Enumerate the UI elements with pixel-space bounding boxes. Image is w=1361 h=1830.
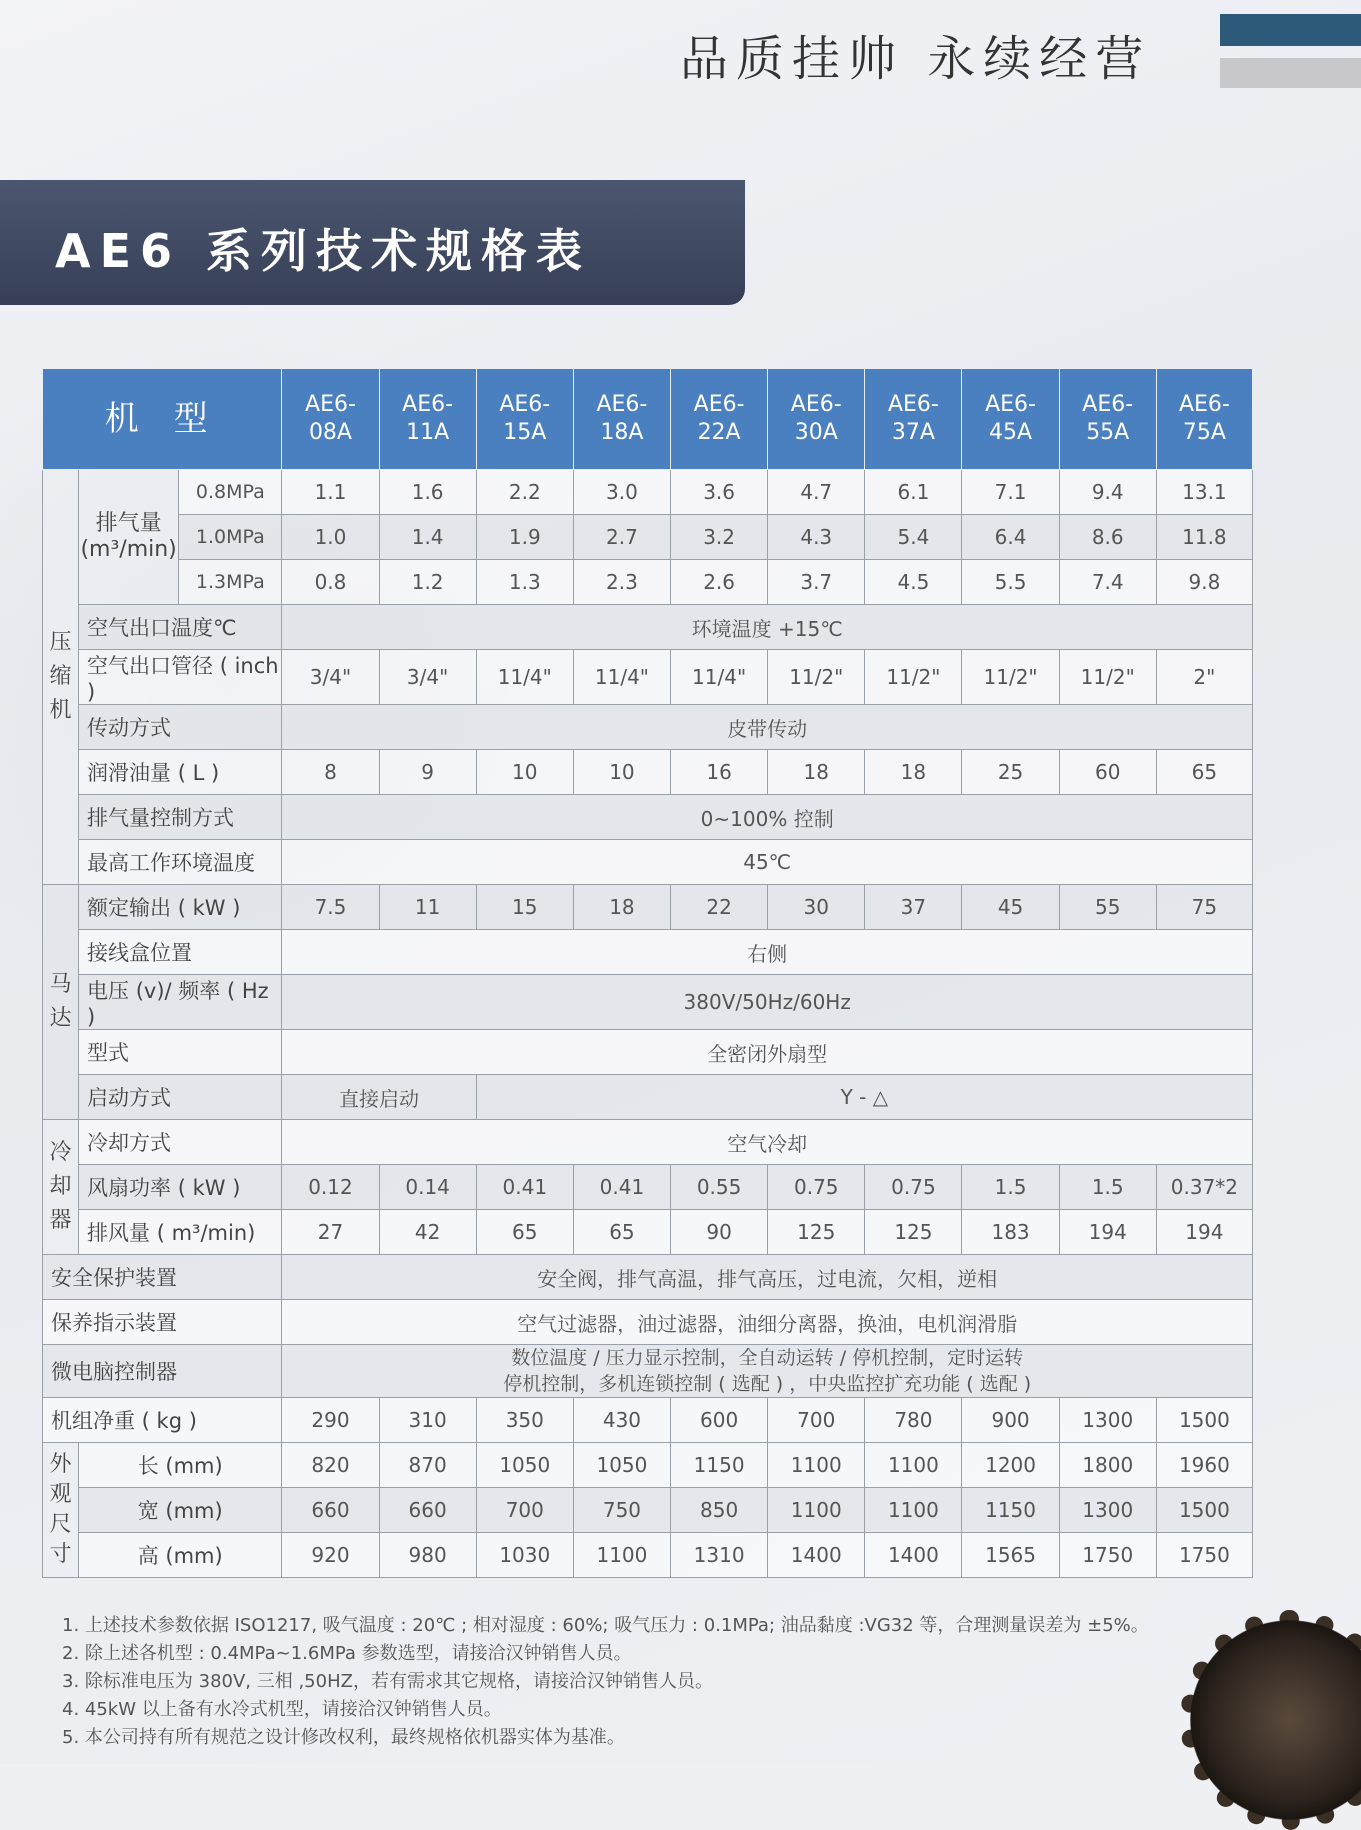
group-label-cooling: 冷 却 器 [43, 1120, 79, 1255]
controller-label: 微电脑控制器 [43, 1345, 282, 1398]
weight-value: 780 [865, 1398, 962, 1443]
maintenance-value: 空气过滤器，油过滤器，油细分离器，换油，电机润滑脂 [282, 1300, 1253, 1345]
width-value: 750 [573, 1488, 670, 1533]
height-value: 1750 [1059, 1533, 1156, 1578]
table-row [43, 1255, 1253, 1300]
fan-power-value: 1.5 [962, 1165, 1059, 1210]
displacement-value: 6.1 [865, 470, 962, 515]
outlet_pipe-value: 11/4" [476, 650, 573, 705]
length-value: 1150 [671, 1443, 768, 1488]
weight-label: 机组净重 ( kg ) [43, 1398, 282, 1443]
table-row [43, 885, 1253, 930]
width-value: 1100 [865, 1488, 962, 1533]
model-header-cell: AE6- 75A [1156, 369, 1252, 470]
width-label: 宽 (mm) [79, 1488, 282, 1533]
displacement-value: 4.5 [865, 560, 962, 605]
group-label-dimensions: 外 观 尺 寸 [43, 1443, 79, 1578]
displacement-value: 4.7 [768, 470, 865, 515]
weight-value: 1300 [1059, 1398, 1156, 1443]
displacement-label: 排气量 (m³/min) [79, 470, 179, 605]
oil-value: 16 [671, 750, 768, 795]
table-row [43, 650, 1253, 705]
outlet_pipe-value: 11/2" [962, 650, 1059, 705]
rated-output-value: 55 [1059, 885, 1156, 930]
junction-box-label: 接线盒位置 [79, 930, 282, 975]
max_temp-label: 最高工作环境温度 [79, 840, 282, 885]
outlet_pipe-value: 11/2" [865, 650, 962, 705]
length-value: 1200 [962, 1443, 1059, 1488]
pressure-label: 0.8MPa [179, 470, 282, 515]
pressure-label: 1.3MPa [179, 560, 282, 605]
width-value: 660 [282, 1488, 379, 1533]
rated-output-value: 15 [476, 885, 573, 930]
table-row [43, 1300, 1253, 1345]
displacement-value: 7.1 [962, 470, 1059, 515]
air-flow-label: 排风量 ( m³/min) [79, 1210, 282, 1255]
outlet_pipe-value: 3/4" [379, 650, 476, 705]
model-header-cell: AE6- 18A [573, 369, 670, 470]
height-value: 1310 [671, 1533, 768, 1578]
rated-output-value: 37 [865, 885, 962, 930]
fan-power-value: 0.14 [379, 1165, 476, 1210]
start-value-star-delta: Y - △ [476, 1075, 1252, 1120]
oil-value: 18 [865, 750, 962, 795]
rated-output-value: 30 [768, 885, 865, 930]
fan-power-value: 0.75 [865, 1165, 962, 1210]
table-row [43, 470, 1253, 515]
outlet_pipe-value: 11/4" [573, 650, 670, 705]
footnote-item: 4. 45kW 以上备有水冷式机型，请接洽汉钟销售人员。 [62, 1699, 502, 1720]
width-value: 1150 [962, 1488, 1059, 1533]
footnote-item: 1. 上述技术参数依据 ISO1217, 吸气温度 : 20℃ ; 相对湿度 : 60%; 吸气压力 : 0.1MPa; 油品黏度 :VG32 等，合理测量误差为 ±5%。 [62, 1615, 1149, 1636]
length-value: 870 [379, 1443, 476, 1488]
spec-table [42, 368, 1253, 1578]
displacement-value: 3.6 [671, 470, 768, 515]
table-row [43, 1030, 1253, 1075]
length-value: 1100 [768, 1443, 865, 1488]
table-row [43, 795, 1253, 840]
slogan: 品质挂帅 永续经营 [680, 31, 1152, 87]
group-label-compressor: 压 缩 机 [43, 470, 79, 885]
length-value: 1800 [1059, 1443, 1156, 1488]
model-header: 机 型 [43, 369, 282, 470]
displacement-value: 11.8 [1156, 515, 1252, 560]
displacement-value: 1.6 [379, 470, 476, 515]
weight-value: 900 [962, 1398, 1059, 1443]
table-row [43, 705, 1253, 750]
displacement-value: 2.2 [476, 470, 573, 515]
width-value: 850 [671, 1488, 768, 1533]
group-label-motor: 马 达 [43, 885, 79, 1120]
cooling-method-value: 空气冷却 [282, 1120, 1253, 1165]
outlet_pipe-value: 11/2" [1059, 650, 1156, 705]
displacement-value: 1.9 [476, 515, 573, 560]
rated-output-value: 75 [1156, 885, 1252, 930]
motor-type-label: 型式 [79, 1030, 282, 1075]
table-row [43, 975, 1253, 1030]
control-label: 排气量控制方式 [79, 795, 282, 840]
weight-value: 310 [379, 1398, 476, 1443]
height-value: 980 [379, 1533, 476, 1578]
oil-value: 18 [768, 750, 865, 795]
oil-value: 8 [282, 750, 379, 795]
table-row [43, 1345, 1253, 1398]
oil-value: 9 [379, 750, 476, 795]
table-row [43, 1165, 1253, 1210]
height-value: 1750 [1156, 1533, 1252, 1578]
length-value: 1100 [865, 1443, 962, 1488]
oil-value: 10 [573, 750, 670, 795]
weight-value: 700 [768, 1398, 865, 1443]
motor-type-value: 全密闭外扇型 [282, 1030, 1253, 1075]
rated-output-value: 18 [573, 885, 670, 930]
air-flow-value: 65 [573, 1210, 670, 1255]
start-label: 启动方式 [79, 1075, 282, 1120]
air-flow-value: 183 [962, 1210, 1059, 1255]
air-flow-value: 27 [282, 1210, 379, 1255]
height-value: 920 [282, 1533, 379, 1578]
model-header-cell: AE6- 45A [962, 369, 1059, 470]
control-value: 0~100% 控制 [282, 795, 1253, 840]
displacement-value: 3.7 [768, 560, 865, 605]
width-value: 700 [476, 1488, 573, 1533]
weight-value: 600 [671, 1398, 768, 1443]
displacement-value: 4.3 [768, 515, 865, 560]
height-value: 1565 [962, 1533, 1059, 1578]
displacement-value: 2.6 [671, 560, 768, 605]
height-value: 1400 [865, 1533, 962, 1578]
width-value: 660 [379, 1488, 476, 1533]
fan-power-value: 0.37*2 [1156, 1165, 1252, 1210]
drive-value: 皮带传动 [282, 705, 1253, 750]
outlet_temp-value: 环境温度 +15℃ [282, 605, 1253, 650]
footnote-item: 5. 本公司持有所有规范之设计修改权利，最终规格依机器实体为基准。 [62, 1727, 625, 1748]
outlet_temp-label: 空气出口温度℃ [79, 605, 282, 650]
displacement-value: 3.0 [573, 470, 670, 515]
fan-power-label: 风扇功率 ( kW ) [79, 1165, 282, 1210]
width-value: 1300 [1059, 1488, 1156, 1533]
fan-power-value: 0.55 [671, 1165, 768, 1210]
displacement-value: 1.3 [476, 560, 573, 605]
model-header-cell: AE6- 08A [282, 369, 379, 470]
table-header-row [43, 369, 1253, 470]
displacement-value: 2.3 [573, 560, 670, 605]
start-value-direct: 直接启动 [282, 1075, 476, 1120]
outlet_pipe-label: 空气出口管径 ( inch ) [79, 650, 282, 705]
air-flow-value: 42 [379, 1210, 476, 1255]
air-flow-value: 125 [768, 1210, 865, 1255]
safety-label: 安全保护装置 [43, 1255, 282, 1300]
fan-power-value: 1.5 [1059, 1165, 1156, 1210]
displacement-value: 5.4 [865, 515, 962, 560]
weight-value: 430 [573, 1398, 670, 1443]
length-value: 1050 [573, 1443, 670, 1488]
length-label: 长 (mm) [79, 1443, 282, 1488]
table-row [43, 1210, 1253, 1255]
fan-power-value: 0.12 [282, 1165, 379, 1210]
table-row [43, 930, 1253, 975]
displacement-value: 6.4 [962, 515, 1059, 560]
air-flow-value: 194 [1156, 1210, 1252, 1255]
outlet_pipe-value: 3/4" [282, 650, 379, 705]
pressure-label: 1.0MPa [179, 515, 282, 560]
table-row [43, 605, 1253, 650]
table-row [43, 840, 1253, 885]
table-row [43, 1443, 1253, 1488]
corner-accent-bar-gray [1220, 58, 1361, 88]
length-value: 1960 [1156, 1443, 1252, 1488]
fan-power-value: 0.41 [476, 1165, 573, 1210]
displacement-value: 8.6 [1059, 515, 1156, 560]
model-header-cell: AE6- 37A [865, 369, 962, 470]
voltage-value: 380V/50Hz/60Hz [282, 975, 1253, 1030]
length-value: 820 [282, 1443, 379, 1488]
table-row [43, 1488, 1253, 1533]
displacement-value: 1.4 [379, 515, 476, 560]
rated-output-value: 7.5 [282, 885, 379, 930]
rated-output-value: 22 [671, 885, 768, 930]
weight-value: 350 [476, 1398, 573, 1443]
outlet_pipe-value: 11/4" [671, 650, 768, 705]
width-value: 1100 [768, 1488, 865, 1533]
fan-power-value: 0.75 [768, 1165, 865, 1210]
oil-value: 60 [1059, 750, 1156, 795]
table-row [43, 750, 1253, 795]
width-value: 1500 [1156, 1488, 1252, 1533]
weight-value: 1500 [1156, 1398, 1252, 1443]
safety-value: 安全阀，排气高温，排气高压，过电流，欠相，逆相 [282, 1255, 1253, 1300]
displacement-value: 1.1 [282, 470, 379, 515]
model-header-cell: AE6- 15A [476, 369, 573, 470]
displacement-value: 7.4 [1059, 560, 1156, 605]
table-row [43, 515, 1253, 560]
voltage-label: 电压 (v)/ 频率 ( Hz ) [79, 975, 282, 1030]
footnote-item: 2. 除上述各机型 : 0.4MPa~1.6MPa 参数选型，请接洽汉钟销售人员。 [62, 1643, 632, 1664]
rated-output-value: 45 [962, 885, 1059, 930]
displacement-value: 5.5 [962, 560, 1059, 605]
table-row [43, 1398, 1253, 1443]
controller-line-2: 停机控制，多机连锁控制 ( 选配 ) ，中央监控扩充功能 ( 选配 ) [503, 1373, 1032, 1395]
table-row [43, 560, 1253, 605]
rated-output-value: 11 [379, 885, 476, 930]
max_temp-value: 45℃ [282, 840, 1253, 885]
weight-value: 290 [282, 1398, 379, 1443]
height-label: 高 (mm) [79, 1533, 282, 1578]
outlet_pipe-value: 2" [1156, 650, 1252, 705]
footnotes [62, 1612, 1149, 1752]
maintenance-label: 保养指示装置 [43, 1300, 282, 1345]
controller-line-1: 数位温度 / 压力显示控制，全自动运转 / 停机控制，定时运转 [511, 1347, 1024, 1369]
oil-value: 10 [476, 750, 573, 795]
drive-label: 传动方式 [79, 705, 282, 750]
page-title: AE6 系列技术规格表 [55, 224, 592, 278]
displacement-value: 1.0 [282, 515, 379, 560]
air-flow-value: 194 [1059, 1210, 1156, 1255]
outlet_pipe-value: 11/2" [768, 650, 865, 705]
controller-value [282, 1345, 1253, 1398]
air-flow-value: 65 [476, 1210, 573, 1255]
displacement-value: 1.2 [379, 560, 476, 605]
oil-value: 65 [1156, 750, 1252, 795]
cooling-method-label: 冷却方式 [79, 1120, 282, 1165]
rated-output-label: 额定输出 ( kW ) [79, 885, 282, 930]
air-flow-value: 90 [671, 1210, 768, 1255]
displacement-value: 3.2 [671, 515, 768, 560]
table-row [43, 1075, 1253, 1120]
height-value: 1400 [768, 1533, 865, 1578]
height-value: 1100 [573, 1533, 670, 1578]
oil-label: 润滑油量 ( L ) [79, 750, 282, 795]
model-header-cell: AE6- 11A [379, 369, 476, 470]
table-row [43, 1120, 1253, 1165]
model-header-cell: AE6- 22A [671, 369, 768, 470]
corner-accent-bar [1220, 14, 1361, 46]
air-flow-value: 125 [865, 1210, 962, 1255]
junction-box-value: 右侧 [282, 930, 1253, 975]
displacement-value: 9.4 [1059, 470, 1156, 515]
model-header-cell: AE6- 30A [768, 369, 865, 470]
oil-value: 25 [962, 750, 1059, 795]
displacement-value: 2.7 [573, 515, 670, 560]
displacement-value: 13.1 [1156, 470, 1252, 515]
displacement-value: 9.8 [1156, 560, 1252, 605]
height-value: 1030 [476, 1533, 573, 1578]
table-row [43, 1533, 1253, 1578]
displacement-value: 0.8 [282, 560, 379, 605]
fan-power-value: 0.41 [573, 1165, 670, 1210]
length-value: 1050 [476, 1443, 573, 1488]
model-header-cell: AE6- 55A [1059, 369, 1156, 470]
footnote-item: 3. 除标准电压为 380V, 三相 ,50HZ，若有需求其它规格，请接洽汉钟销售人员。 [62, 1671, 713, 1692]
